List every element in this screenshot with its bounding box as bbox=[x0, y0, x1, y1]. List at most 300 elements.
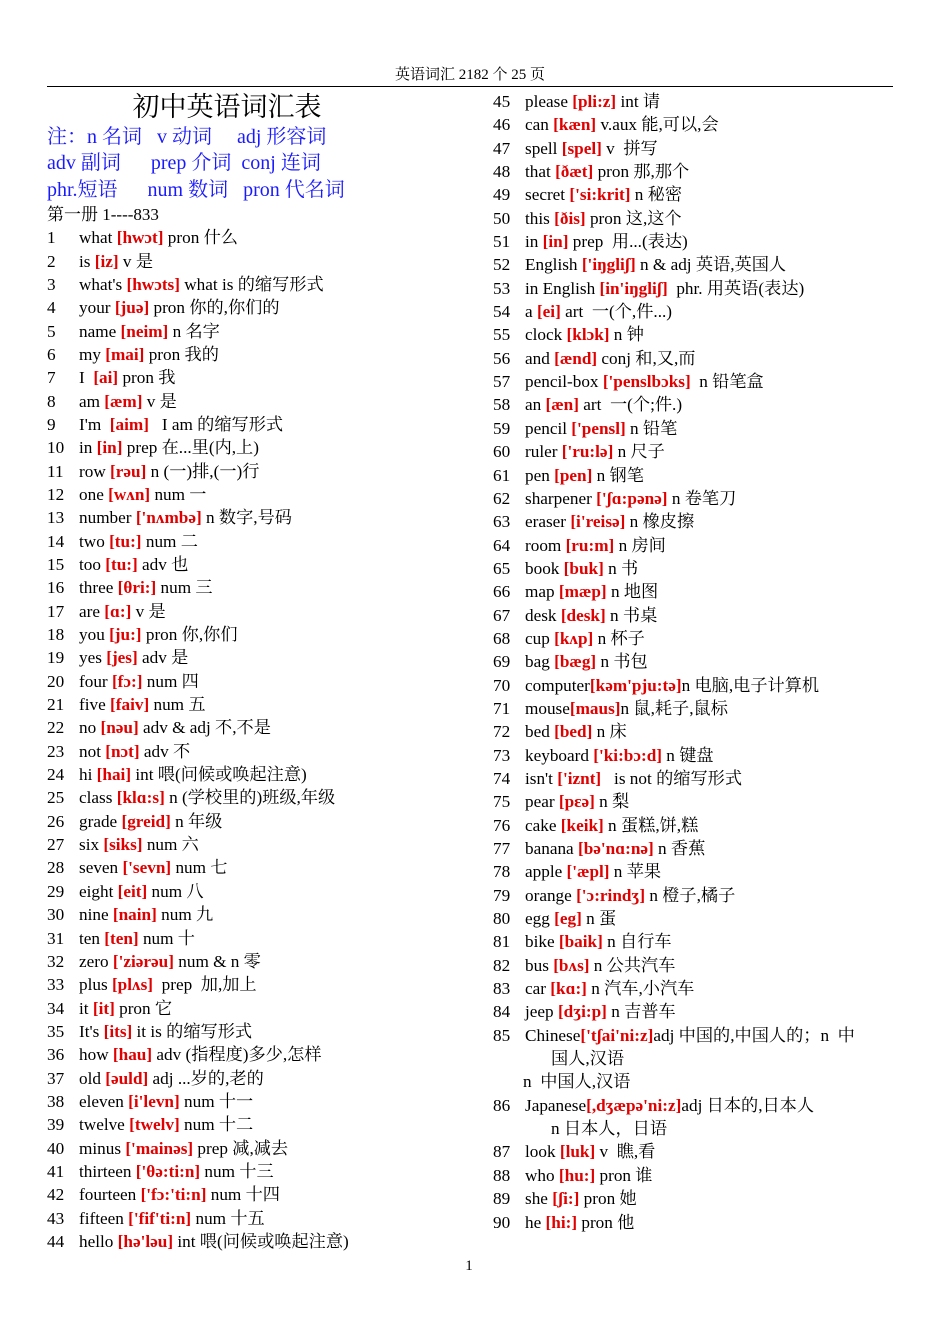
vocab-entry bbox=[47, 553, 487, 576]
entry-definition-continued: 国人,汉语 bbox=[551, 1049, 625, 1069]
legend-line: adv 副词 prep 介词 conj 连词 bbox=[47, 152, 321, 175]
entry-phonetic: [baik] bbox=[558, 932, 603, 952]
entry-phonetic: [faiv] bbox=[110, 695, 150, 715]
entry-number: 73 bbox=[493, 745, 511, 765]
entry-definition: n 香蕉 bbox=[658, 839, 706, 858]
vocab-entry bbox=[47, 273, 487, 296]
vocab-entry bbox=[493, 1000, 898, 1023]
left-column bbox=[47, 90, 487, 1253]
entry-phonetic: [ðis] bbox=[554, 208, 586, 228]
entry-phonetic: ['θə:ti:n] bbox=[135, 1161, 201, 1181]
vocab-entry bbox=[493, 230, 898, 253]
entry-definition: pron 这,这个 bbox=[589, 208, 682, 228]
entry-number: 6 bbox=[47, 344, 56, 364]
entry-word: he bbox=[525, 1212, 542, 1232]
vocab-entry bbox=[47, 997, 487, 1020]
entry-number: 2 bbox=[47, 251, 56, 271]
entry-word: desk bbox=[525, 605, 557, 625]
entry-number: 49 bbox=[493, 185, 511, 205]
vocab-entry bbox=[493, 557, 898, 580]
entry-definition: num 十 bbox=[142, 928, 195, 948]
entry-word: not bbox=[79, 741, 101, 761]
vocab-entry bbox=[493, 767, 898, 790]
vocab-entry bbox=[47, 833, 487, 856]
entry-phonetic: ['sevn] bbox=[122, 858, 172, 878]
vocab-entry bbox=[47, 1230, 487, 1253]
vocab-entry bbox=[493, 1211, 898, 1234]
vocab-entry bbox=[47, 856, 487, 879]
entry-word: pencil-box bbox=[525, 372, 599, 392]
entry-definition: n 鼠,耗子,鼠标 bbox=[620, 698, 728, 718]
entry-number: 22 bbox=[47, 718, 65, 738]
entry-word: sharpener bbox=[525, 488, 592, 508]
entry-phonetic: [bʌs] bbox=[553, 955, 590, 975]
entry-number: 74 bbox=[493, 768, 511, 788]
entry-word: please bbox=[525, 92, 568, 111]
vocab-entry bbox=[47, 716, 487, 739]
entry-definition: pron 它 bbox=[119, 998, 173, 1018]
entry-phonetic: [desk] bbox=[560, 605, 606, 625]
entry-number: 77 bbox=[493, 839, 511, 858]
vocab-entry bbox=[47, 296, 487, 319]
entry-word: bed bbox=[525, 722, 550, 742]
entry-word: mouse bbox=[525, 698, 570, 718]
vocab-entry bbox=[47, 250, 487, 273]
entry-number: 29 bbox=[47, 881, 65, 901]
entry-phonetic: ['si:krit] bbox=[569, 185, 631, 205]
entry-number: 64 bbox=[493, 535, 511, 555]
entry-definition: num 六 bbox=[146, 835, 199, 855]
entry-definition: art 一(个;件.) bbox=[583, 395, 683, 415]
entry-definition: prep 在...里(内,上) bbox=[126, 438, 259, 458]
entry-definition: num 十五 bbox=[195, 1208, 265, 1228]
entry-word: she bbox=[525, 1189, 548, 1209]
entry-definition: n 铅笔盒 bbox=[694, 372, 764, 392]
entry-word: cup bbox=[525, 628, 550, 648]
entry-phonetic: [greid] bbox=[121, 811, 171, 831]
vocab-entry bbox=[47, 880, 487, 903]
entry-definition: adv & adj 不,不是 bbox=[142, 718, 271, 738]
entry-word: eraser bbox=[525, 512, 567, 532]
entry-phonetic: ['mainəs] bbox=[125, 1138, 194, 1158]
entry-number: 34 bbox=[47, 998, 65, 1018]
vocab-entry bbox=[47, 1043, 487, 1066]
entry-word: clock bbox=[525, 325, 563, 345]
entry-word: this bbox=[525, 208, 550, 228]
entry-number: 38 bbox=[47, 1091, 65, 1111]
entry-number: 57 bbox=[493, 372, 511, 392]
entry-word: three bbox=[79, 578, 114, 598]
entry-number: 50 bbox=[493, 208, 511, 228]
entry-number: 76 bbox=[493, 815, 511, 835]
entry-number: 47 bbox=[493, 138, 511, 158]
entry-definition: n (学校里的)班级,年级 bbox=[169, 788, 336, 808]
vocab-entry bbox=[47, 483, 487, 506]
entry-word: English bbox=[525, 255, 578, 275]
entry-phonetic: [klɔk] bbox=[566, 325, 610, 345]
vocab-entry bbox=[493, 860, 898, 883]
entry-word: bus bbox=[525, 955, 549, 975]
entry-number: 54 bbox=[493, 302, 511, 322]
vocab-entry bbox=[493, 534, 898, 557]
entry-word: apple bbox=[525, 862, 563, 882]
entry-word: thirteen bbox=[79, 1161, 132, 1181]
entry-phonetic: [eg] bbox=[554, 909, 582, 929]
vocab-entry bbox=[47, 436, 487, 459]
header-rule bbox=[47, 86, 893, 87]
entry-number: 16 bbox=[47, 578, 65, 598]
entry-word: secret bbox=[525, 185, 566, 205]
entry-definition: n 钢笔 bbox=[596, 465, 644, 485]
entry-number: 20 bbox=[47, 671, 65, 691]
entry-word: six bbox=[79, 835, 100, 855]
vocab-entry bbox=[493, 417, 898, 440]
entry-phonetic: [spel] bbox=[561, 138, 602, 158]
entry-word: old bbox=[79, 1068, 101, 1088]
entry-definition: n 电脑,电子计算机 bbox=[681, 675, 820, 695]
entry-phonetic: [tu:] bbox=[109, 531, 142, 551]
entry-definition: num 十二 bbox=[184, 1115, 254, 1135]
vocab-entry bbox=[493, 487, 898, 510]
entry-phonetic: [ten] bbox=[104, 928, 139, 948]
page-title: 初中英语词汇表 bbox=[132, 92, 322, 122]
entry-definition: adv 也 bbox=[142, 555, 189, 574]
vocab-list-right bbox=[493, 90, 898, 1234]
vocab-entry bbox=[47, 693, 487, 716]
entry-word: are bbox=[79, 601, 100, 621]
entry-word: jeep bbox=[525, 1002, 554, 1022]
entry-number: 45 bbox=[493, 92, 511, 111]
entry-number: 80 bbox=[493, 909, 511, 929]
entry-phonetic: ['fif'ti:n] bbox=[128, 1208, 192, 1228]
entry-definition: n 苹果 bbox=[613, 862, 662, 882]
entry-word: too bbox=[79, 555, 101, 574]
entry-definition: art 一(个,件...) bbox=[565, 302, 673, 322]
entry-definition: is not 的缩写形式 bbox=[605, 768, 743, 788]
entry-word: banana bbox=[525, 839, 574, 858]
entry-number: 78 bbox=[493, 862, 511, 882]
entry-definition: phr. 用英语(表达) bbox=[672, 278, 805, 298]
entry-phonetic: [hai] bbox=[96, 765, 132, 785]
entry-number: 37 bbox=[47, 1068, 65, 1088]
vocab-entry bbox=[493, 744, 898, 767]
entry-definition: num & n 零 bbox=[178, 951, 261, 971]
vocab-entry bbox=[493, 814, 898, 837]
entry-phonetic: [tu:] bbox=[105, 555, 138, 574]
entry-number: 7 bbox=[47, 368, 56, 388]
entry-word: room bbox=[525, 535, 562, 555]
entry-word: no bbox=[79, 718, 97, 738]
entry-definition: pron 她 bbox=[583, 1189, 637, 1209]
entry-number: 85 bbox=[493, 1025, 511, 1045]
entry-word: Japanese bbox=[525, 1095, 587, 1115]
vocab-entry bbox=[493, 137, 898, 160]
entry-number: 79 bbox=[493, 885, 511, 905]
entry-definition: num 八 bbox=[151, 881, 204, 901]
entry-definition: v.aux 能,可以,会 bbox=[600, 115, 719, 135]
entry-word: class bbox=[79, 788, 113, 808]
entry-phonetic: ['ziərəu] bbox=[112, 951, 174, 971]
entry-number: 5 bbox=[47, 321, 56, 341]
entry-phonetic: ['æpl] bbox=[566, 862, 610, 882]
vocab-entry bbox=[47, 646, 487, 669]
entry-definition: adj 中国的,中国人的；n 中 bbox=[653, 1025, 855, 1045]
entry-phonetic: [jes] bbox=[106, 648, 138, 668]
entry-phonetic: [əuld] bbox=[105, 1068, 149, 1088]
entry-word: nine bbox=[79, 905, 109, 925]
entry-word: pen bbox=[525, 465, 550, 485]
vocab-entry bbox=[47, 810, 487, 833]
entry-phonetic: ['tʃai'ni:z] bbox=[580, 1025, 654, 1045]
entry-number: 18 bbox=[47, 625, 65, 645]
entry-word: and bbox=[525, 348, 550, 368]
entry-definition: v 拼写 bbox=[606, 138, 658, 158]
entry-phonetic: [nəu] bbox=[100, 718, 139, 738]
entry-word: seven bbox=[79, 858, 119, 878]
entry-phonetic: [in] bbox=[96, 438, 123, 458]
entry-phonetic: [kæn] bbox=[553, 115, 597, 135]
entry-number: 40 bbox=[47, 1138, 65, 1158]
entry-number: 11 bbox=[47, 461, 64, 481]
entry-number: 56 bbox=[493, 348, 511, 368]
entry-number: 24 bbox=[47, 765, 65, 785]
entry-phonetic: [keik] bbox=[560, 815, 604, 835]
page-header: 英语词汇 2182 个 25 页 bbox=[394, 67, 545, 83]
entry-definition: n 名字 bbox=[172, 321, 220, 341]
entry-phonetic: [siks] bbox=[103, 835, 143, 855]
entry-phonetic: [hwɔt] bbox=[116, 228, 164, 248]
entry-word: I bbox=[79, 368, 90, 388]
entry-word: in bbox=[79, 438, 93, 458]
entry-definition: adj ...岁的,老的 bbox=[152, 1068, 264, 1088]
entry-phonetic: ['ki:bɔ:d] bbox=[593, 745, 662, 765]
entry-phonetic: [kəm'pju:tə] bbox=[589, 675, 682, 695]
entry-definition: I am 的缩写形式 bbox=[153, 414, 284, 434]
entry-phonetic: [klɑ:s] bbox=[116, 788, 165, 808]
entry-definition: n 尺子 bbox=[617, 442, 665, 462]
entry-definition: n 床 bbox=[596, 722, 627, 742]
entry-number: 72 bbox=[493, 722, 511, 742]
entry-word: five bbox=[79, 695, 106, 715]
entry-number: 33 bbox=[47, 975, 65, 995]
entry-number: 35 bbox=[47, 1021, 65, 1041]
entry-phonetic: ['fɔ:'ti:n] bbox=[140, 1185, 207, 1205]
entry-number: 84 bbox=[493, 1002, 511, 1022]
vocab-entry bbox=[47, 903, 487, 926]
entry-number: 75 bbox=[493, 792, 511, 812]
entry-definition: conj 和,又,而 bbox=[601, 348, 696, 368]
entry-word: what's bbox=[79, 274, 123, 294]
vocab-entry bbox=[493, 347, 898, 370]
entry-definition: adv 不 bbox=[143, 741, 191, 761]
vocab-entry bbox=[47, 670, 487, 693]
vocab-entry bbox=[47, 1207, 487, 1230]
entry-number: 48 bbox=[493, 162, 511, 182]
vocab-entry bbox=[493, 907, 898, 930]
vocab-entry bbox=[47, 1113, 487, 1136]
entry-number: 17 bbox=[47, 601, 65, 621]
vocab-entry bbox=[493, 160, 898, 183]
entry-definition: pron 他 bbox=[581, 1212, 635, 1232]
entry-definition: n 书包 bbox=[600, 652, 648, 672]
entry-number: 39 bbox=[47, 1115, 65, 1135]
entry-definition: prep 减,减去 bbox=[197, 1138, 289, 1158]
entry-phonetic: [buk] bbox=[563, 558, 604, 578]
entry-phonetic: [dʒi:p] bbox=[557, 1002, 607, 1022]
entry-definition: n 书 bbox=[608, 558, 639, 578]
vocab-entry bbox=[47, 950, 487, 973]
entry-word: your bbox=[79, 298, 111, 318]
entry-number: 67 bbox=[493, 605, 511, 625]
entry-definition: int 喂(问候或唤起注意) bbox=[177, 1231, 349, 1251]
entry-phonetic: [luk] bbox=[559, 1142, 596, 1162]
entry-phonetic: ['iznt] bbox=[557, 768, 602, 788]
entry-number: 15 bbox=[47, 555, 65, 574]
vocab-entry bbox=[493, 697, 898, 720]
entry-number: 23 bbox=[47, 741, 65, 761]
entry-definition: n 钟 bbox=[613, 325, 644, 345]
entry-number: 61 bbox=[493, 465, 511, 485]
entry-phonetic: [mæp] bbox=[558, 582, 607, 602]
entry-number: 14 bbox=[47, 531, 65, 551]
entry-phonetic: [bæg] bbox=[554, 652, 597, 672]
entry-definition: n & adj 英语,英国人 bbox=[640, 255, 787, 275]
vocab-entry bbox=[493, 1094, 898, 1141]
entry-number: 66 bbox=[493, 582, 511, 602]
entry-phonetic: [hwɔts] bbox=[126, 274, 180, 294]
entry-word: in English bbox=[525, 278, 596, 298]
entry-number: 19 bbox=[47, 648, 65, 668]
vocab-entry bbox=[493, 580, 898, 603]
entry-word: ruler bbox=[525, 442, 558, 462]
entry-word: row bbox=[79, 461, 106, 481]
entry-number: 89 bbox=[493, 1189, 511, 1209]
entry-definition: v 是 bbox=[135, 601, 166, 621]
vocab-list-left bbox=[47, 226, 487, 1253]
entry-number: 83 bbox=[493, 979, 511, 999]
entry-word: isn't bbox=[525, 768, 553, 788]
entry-phonetic: [mai] bbox=[105, 344, 145, 364]
entry-definition: n 铅笔 bbox=[630, 418, 678, 438]
vocab-entry bbox=[47, 623, 487, 646]
entry-number: 3 bbox=[47, 274, 56, 294]
entry-word: hello bbox=[79, 1231, 114, 1251]
entry-phonetic: [in'iŋgliʃ] bbox=[599, 278, 668, 298]
entry-number: 1 bbox=[47, 228, 56, 248]
vocab-entry bbox=[493, 1164, 898, 1187]
vocab-entry bbox=[47, 576, 487, 599]
entry-number: 69 bbox=[493, 652, 511, 672]
vocab-entry bbox=[493, 277, 898, 300]
entry-number: 60 bbox=[493, 442, 511, 462]
entry-definition: num 十三 bbox=[204, 1161, 274, 1181]
entry-phonetic: [twelv] bbox=[129, 1115, 180, 1135]
entry-definition: n 公共汽车 bbox=[593, 955, 676, 975]
entry-definition: adv (指程度)多少,怎样 bbox=[156, 1045, 322, 1065]
entry-number: 12 bbox=[47, 484, 65, 504]
entry-number: 36 bbox=[47, 1045, 65, 1065]
vocab-entry bbox=[47, 1137, 487, 1160]
entry-phonetic: [ju:] bbox=[109, 625, 142, 645]
vocab-entry bbox=[47, 1183, 487, 1206]
entry-number: 55 bbox=[493, 325, 511, 345]
vocab-entry bbox=[47, 1160, 487, 1183]
vocab-entry bbox=[47, 927, 487, 950]
vocab-entry bbox=[493, 604, 898, 627]
vocab-entry bbox=[493, 510, 898, 533]
entry-word: who bbox=[525, 1165, 555, 1185]
entry-phonetic: [pli:z] bbox=[572, 92, 617, 111]
entry-definition: n 汽车,小汽车 bbox=[591, 979, 695, 999]
entry-phonetic: [ei] bbox=[536, 302, 561, 322]
entry-definition: n 卷笔刀 bbox=[671, 488, 737, 508]
vocab-entry bbox=[47, 506, 487, 529]
entry-definition: pron 我 bbox=[122, 368, 176, 388]
vocab-entry bbox=[493, 113, 898, 136]
entry-phonetic: [kɑ:] bbox=[550, 979, 587, 999]
entry-number: 87 bbox=[493, 1142, 511, 1162]
entry-definition: prep 用...(表达) bbox=[572, 232, 688, 252]
entry-word: keyboard bbox=[525, 745, 589, 765]
entry-phonetic: [ai] bbox=[93, 368, 119, 388]
entry-phonetic: ['pensl] bbox=[571, 418, 626, 438]
entry-number: 53 bbox=[493, 278, 511, 298]
entry-definition: n 蛋糕,饼,糕 bbox=[608, 815, 699, 835]
entry-word: zero bbox=[79, 951, 109, 971]
entry-phonetic: [neim] bbox=[120, 321, 169, 341]
entry-word: is bbox=[79, 251, 91, 271]
entry-definition: n 键盘 bbox=[666, 745, 714, 765]
entry-word: it bbox=[79, 998, 89, 1018]
entry-phonetic: [i'reisə] bbox=[570, 512, 626, 532]
entry-phonetic: [bed] bbox=[554, 722, 593, 742]
entry-definition: num 十一 bbox=[184, 1091, 254, 1111]
entry-phonetic: ['iŋgliʃ] bbox=[581, 255, 636, 275]
entry-phonetic: [rəu] bbox=[110, 461, 147, 481]
vocab-entry bbox=[47, 1067, 487, 1090]
entry-number: 10 bbox=[47, 438, 65, 458]
entry-number: 90 bbox=[493, 1212, 511, 1232]
page-number: 1 bbox=[465, 1258, 473, 1274]
entry-definition: adj 日本的,日本人 bbox=[681, 1095, 815, 1115]
entry-definition: v 瞧,看 bbox=[599, 1142, 656, 1162]
entry-word: what bbox=[79, 228, 113, 248]
entry-word: car bbox=[525, 979, 546, 999]
entry-definition: n 梨 bbox=[599, 792, 630, 812]
vocab-entry bbox=[493, 954, 898, 977]
vocab-entry bbox=[47, 600, 487, 623]
entry-phonetic: [juə] bbox=[114, 298, 150, 318]
entry-word: am bbox=[79, 391, 100, 411]
entry-word: ten bbox=[79, 928, 100, 948]
entry-number: 30 bbox=[47, 905, 65, 925]
entry-word: eleven bbox=[79, 1091, 124, 1111]
entry-definition: int 喂(问候或唤起注意) bbox=[135, 765, 307, 785]
vocab-entry bbox=[493, 930, 898, 953]
entry-phonetic: [pɛə] bbox=[558, 792, 595, 812]
vocab-entry bbox=[47, 460, 487, 483]
vocab-entry bbox=[493, 1187, 898, 1210]
entry-number: 8 bbox=[47, 391, 56, 411]
entry-word: look bbox=[525, 1142, 556, 1162]
entry-word: yes bbox=[79, 648, 102, 668]
entry-phonetic: [nain] bbox=[112, 905, 157, 925]
entry-word: a bbox=[525, 302, 533, 322]
entry-phonetic: ['nʌmbə] bbox=[135, 508, 202, 528]
entry-word: one bbox=[79, 484, 104, 504]
entry-definition: n 自行车 bbox=[607, 932, 672, 952]
entry-word: you bbox=[79, 625, 105, 645]
